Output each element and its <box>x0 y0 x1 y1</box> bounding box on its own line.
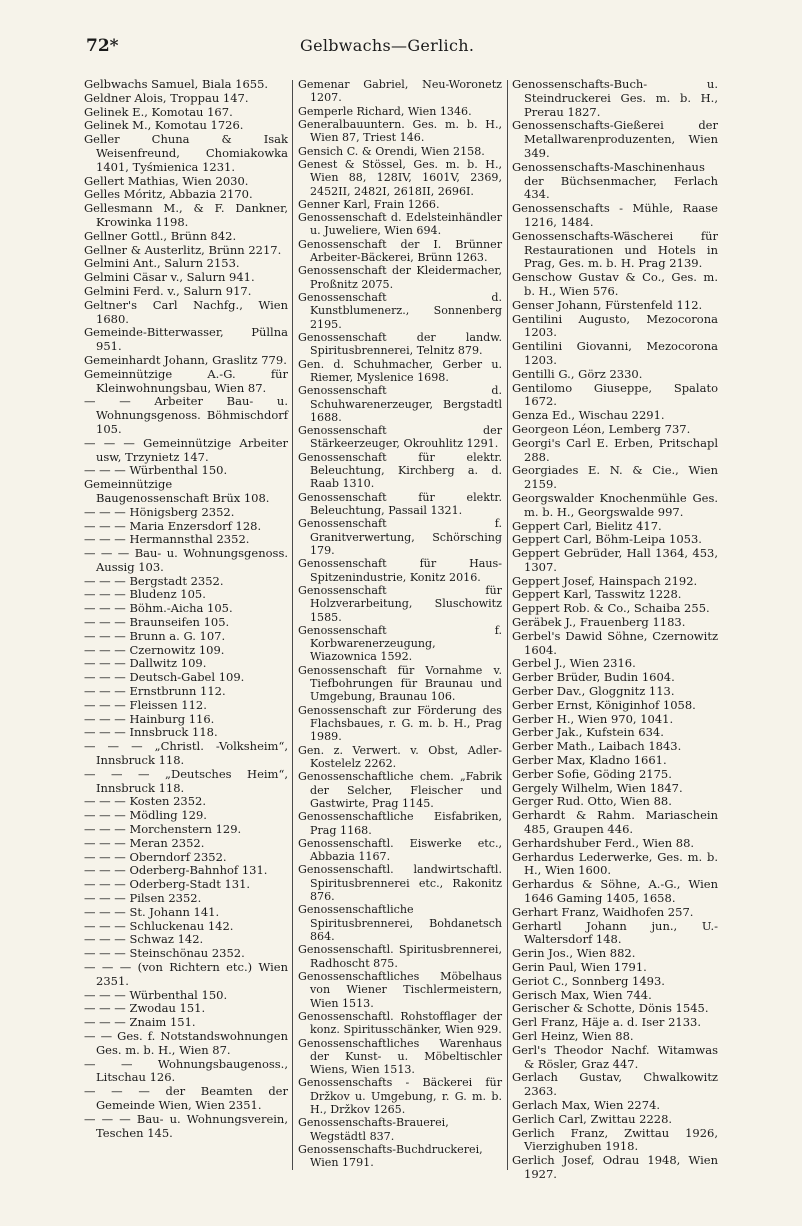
directory-entry: Genossenschafts-Buch- u. Steindruckerei Ges. m. b. H., Prerau 1827. <box>512 77 718 119</box>
directory-entry: — — — Deutsch-Gabel 109. <box>84 670 245 685</box>
directory-entry: — — — Schluckenau 142. <box>84 918 234 933</box>
directory-entry: Genest & Stössel, Ges. m. b. H., Wien 88, 128IV, 1601V, 2369, 2452II, 2482I, 2618II, 2696I. <box>298 157 502 198</box>
directory-entry: Genossenschaft d. Kunstblumenerz., Sonnenberg 2195. <box>298 291 502 331</box>
directory-entry: Gentilini Giovanni, Mezocorona 1203. <box>512 339 718 367</box>
directory-entry: Gemenar Gabriel, Neu-Woronetz 1207. <box>298 78 502 105</box>
directory-entry: — — — der Beamten der Gemeinde Wien, Wien 2351. <box>84 1084 288 1112</box>
directory-entry: — — — Hönigsberg 2352. <box>84 504 235 519</box>
directory-entry: Gellner & Austerlitz, Brünn 2217. <box>84 242 282 257</box>
directory-entry: Genser Johann, Fürstenfeld 112. <box>512 297 703 312</box>
directory-entry: Genossenschaft zur Förderung des Flachsbaues, r. G. m. b. H., Prag 1989. <box>298 703 502 744</box>
directory-entry: — — — Czernowitz 109. <box>84 642 225 657</box>
column-rule-right <box>507 80 508 1170</box>
directory-entry: Genossenschafts-Brauerei, Wegstädtl 837. <box>298 1116 449 1143</box>
directory-entry: Gerin Jos., Wien 882. <box>512 946 636 961</box>
directory-entry: Gerhardshuber Ferd., Wien 88. <box>512 835 695 850</box>
directory-entry: Georgeon Léon, Lemberg 737. <box>512 421 691 436</box>
directory-entry: Gen. d. Schuhmacher, Gerber u. Riemer, Myslenice 1698. <box>298 357 502 384</box>
directory-entry: Gemperle Richard, Wien 1346. <box>298 104 472 118</box>
directory-entry: Gerger Rud. Otto, Wien 88. <box>512 794 672 809</box>
page-number: 72* <box>86 36 119 56</box>
directory-entry: — — — Dallwitz 109. <box>84 656 207 671</box>
directory-entry: Geppert Karl, Tasswitz 1228. <box>512 587 682 602</box>
directory-entry: Gerl Franz, Häje a. d. Iser 2133. <box>512 1015 702 1030</box>
directory-entry: Gergely Wilhelm, Wien 1847. <box>512 780 683 795</box>
directory-entry: Genossenschaftl. Rohstofflager der konz. Spiritusschänker, Wien 929. <box>298 1009 502 1037</box>
directory-entry: Gemeinde-Bitterwasser, Püllna 951. <box>84 325 288 354</box>
directory-entry: Georgswalder Knochenmühle Ges. m. b. H., Georgswalde 997. <box>512 490 718 519</box>
directory-entry: — — — „Deutsches Heim“, Innsbruck 118. <box>84 766 288 795</box>
directory-entry: Gemeinhardt Johann, Graslitz 779. <box>84 352 287 367</box>
directory-entry: — — — Hainburg 116. <box>84 711 215 726</box>
column-rule-left <box>292 80 293 1170</box>
directory-entry: Geppert Josef, Hainspach 2192. <box>512 573 698 588</box>
directory-entry: Gerber Max, Kladno 1661. <box>512 753 667 768</box>
directory-entry: Genossenschafts - Mühle, Raase 1216, 1484. <box>512 201 718 229</box>
directory-entry: Genossenschaft für Vornahme v. Tiefbohrungen für Braunau und Umgebung, Braunau 106. <box>298 663 502 704</box>
directory-entry: Gerl Heinz, Wien 88. <box>512 1028 634 1043</box>
directory-column-3 <box>512 78 718 1182</box>
directory-entry: Gemeinnützige Baugenossenschaft Brüx 108. <box>84 477 270 505</box>
directory-entry: Genossenschafts - Bäckerei für Držkov u. Umgebung, r. G. m. b. H., Držkov 1265. <box>298 1076 502 1117</box>
directory-entry: Geppert Carl, Bielitz 417. <box>512 518 662 533</box>
directory-entry: Gerbel J., Wien 2316. <box>512 656 636 671</box>
directory-entry: Genossenschaftliche Spiritusbrennerei, Bohdanetsch 864. <box>298 903 502 943</box>
directory-entry: Genossenschaft der Kleidermacher, Proßnitz 2075. <box>298 264 502 291</box>
directory-entry: Geppert Rob. & Co., Schaiba 255. <box>512 601 710 616</box>
directory-entry: Genossenschaftl. landwirtschaftl. Spiritusbrennerei etc., Rakonitz 876. <box>298 863 502 904</box>
directory-entry: — — — St. Johann 141. <box>84 904 220 919</box>
directory-entry: Genossenschaftliches Warenhaus der Kunst- u. Möbeltischler Wiens, Wien 1513. <box>298 1036 502 1077</box>
directory-entry: Genossenschaft für elektr. Beleuchtung, Passail 1321. <box>298 490 502 517</box>
directory-entry: — — — Mödling 129. <box>84 808 207 823</box>
directory-entry: Genossenschaft für Holzverarbeitung, Sluschowitz 1585. <box>298 583 502 624</box>
directory-entry: Gerhardt & Rahm. Mariaschein 485, Graupen 446. <box>512 808 718 837</box>
directory-entry: — — — Würbenthal 150. <box>84 987 228 1002</box>
directory-entry: Genossenschaft f. Korbwarenerzeugung, Wiazownica 1592. <box>298 623 502 664</box>
directory-entry: Gensich C. & Orendi, Wien 2158. <box>298 144 485 158</box>
directory-entry: Gerlich Carl, Zwittau 2228. <box>512 1111 673 1126</box>
directory-entry: Gerischer & Schotte, Dönis 1545. <box>512 1001 709 1016</box>
directory-entry: Gellesmann M., & F. Dankner, Krowinka 1198. <box>84 201 288 229</box>
directory-entry: Genossenschaft f. Granitverwertung, Schörsching 179. <box>298 517 502 557</box>
directory-entry: — — Ges. f. Notstandswohnungen Ges. m. b. H., Wien 87. <box>84 1028 288 1057</box>
directory-entry: Generalbauuntern. Ges. m. b. H., Wien 87, Triest 146. <box>298 117 502 145</box>
directory-entry: Gerber Sofie, Göding 2175. <box>512 766 672 781</box>
directory-entry: Gerlich Franz, Zwittau 1926, Vierzighuben 1918. <box>512 1125 718 1154</box>
directory-entry: — — — Brunn a. G. 107. <box>84 628 226 643</box>
directory-entry: Gerber Jak., Kufstein 634. <box>512 725 664 740</box>
directory-entry: Gerber Ernst, Königinhof 1058. <box>512 697 696 712</box>
directory-entry: Genossenschaft d. Edelsteinhändler u. Juweliere, Wien 694. <box>298 211 502 238</box>
directory-entry: Genossenschaft für elektr. Beleuchtung, Kirchberg a. d. Raab 1310. <box>298 450 502 491</box>
directory-entry: Genossenschaft der I. Brünner Arbeiter-Bäckerei, Brünn 1263. <box>298 237 502 265</box>
directory-entry: Genossenschafts-Maschinenhaus der Büchsenmacher, Ferlach 434. <box>512 159 718 202</box>
directory-entry: Gerber Brüder, Budin 1604. <box>512 670 675 685</box>
directory-entry: — — — Ernstbrunn 112. <box>84 684 226 699</box>
directory-entry: Gerhardus & Söhne, A.-G., Wien 1646 Gaming 1405, 1658. <box>512 877 718 906</box>
directory-entry: Gerhartl Johann jun., U.-Waltersdorf 148. <box>512 918 718 947</box>
directory-entry: Genossenschaft für Haus-Spitzenindustrie, Konitz 2016. <box>298 557 502 584</box>
directory-entry: Gerber H., Wien 970, 1041. <box>512 711 674 726</box>
directory-entry: — — — Innsbruck 118. <box>84 725 218 740</box>
directory-entry: — — — Zwodau 151. <box>84 1001 206 1016</box>
directory-entry: Gelinek E., Komotau 167. <box>84 104 233 119</box>
directory-entry: Genossenschafts-Wäscherei für Restaurationen und Hotels in Prag, Ges. m. b. H. Prag 2139. <box>512 228 718 271</box>
directory-entry: Gelles Móritz, Abbazia 2170. <box>84 187 253 202</box>
directory-entry: Genschow Gustav & Co., Ges. m. b. H., Wien 576. <box>512 270 718 298</box>
directory-entry: Genossenschaftliche Eisfabriken, Prag 1168. <box>298 810 502 837</box>
directory-entry: Gerber Math., Laibach 1843. <box>512 739 682 754</box>
directory-entry: Gentilomo Giuseppe, Spalato 1672. <box>512 380 718 409</box>
directory-entry: Geräbek J., Frauenberg 1183. <box>512 615 686 630</box>
directory-entry: Geller Chuna & Isak Weisenfreund, Chomiakowka 1401, Tyśmienica 1231. <box>84 132 288 174</box>
directory-entry: — — — Gemeinnützige Arbeiter usw, Trzynietz 147. <box>84 435 288 464</box>
directory-entry: Gerhart Franz, Waidhofen 257. <box>512 904 694 919</box>
directory-entry: Georgi's Carl E. Erben, Pritschapl 288. <box>512 435 718 464</box>
directory-entry: — — — Maria Enzersdorf 128. <box>84 518 262 533</box>
directory-entry: Gerl's Theodor Nachf. Witamwas & Rösler, Graz 447. <box>512 1042 718 1071</box>
directory-column-2 <box>298 78 502 1170</box>
directory-entry: — — — Meran 2352. <box>84 835 205 850</box>
directory-entry: Gellner Gottl., Brünn 842. <box>84 228 237 243</box>
page-header-title: Gelbwachs—Gerlich. <box>300 36 475 55</box>
directory-entry: Geldner Alois, Troppau 147. <box>84 90 249 105</box>
directory-entry: Georgiades E. N. & Cie., Wien 2159. <box>512 463 718 492</box>
directory-entry: — — Arbeiter Bau- u. Wohnungsgenoss. Böhmischdorf 105. <box>84 394 288 436</box>
directory-entry: — — — Morchenstern 129. <box>84 822 242 837</box>
directory-entry: Gentilli G., Görz 2330. <box>512 366 643 381</box>
directory-entry: Genossenschaftliche chem. „Fabrik der Selcher, Fleischer und Gastwirte, Prag 1145. <box>298 770 502 810</box>
directory-entry: Genner Karl, Frain 1266. <box>298 197 440 211</box>
directory-entry: Gerlach Max, Wien 2274. <box>512 1097 661 1112</box>
directory-entry: Gen. z. Verwert. v. Obst, Adler-Kostelelz 2262. <box>298 743 502 770</box>
directory-entry: — — — Oderberg-Stadt 131. <box>84 877 251 892</box>
directory-entry: — — — Hermannsthal 2352. <box>84 532 250 547</box>
directory-entry: — — — „Christl. -Volksheim“, Innsbruck 118. <box>84 739 288 768</box>
directory-entry: — — — Würbenthal 150. <box>84 463 228 478</box>
directory-entry: — — — Oderberg-Bahnhof 131. <box>84 863 268 878</box>
directory-column-1 <box>84 78 288 1140</box>
directory-entry: Gerisch Max, Wien 744. <box>512 987 652 1002</box>
directory-entry: Gerhardus Lederwerke, Ges. m. b. H., Wien 1600. <box>512 849 718 878</box>
directory-entry: Genossenschafts-Gießerei der Metallwarenproduzenten, Wien 349. <box>512 118 718 160</box>
directory-entry: Gelinek M., Komotau 1726. <box>84 118 244 133</box>
directory-entry: Genossenschaftliches Möbelhaus von Wiener Tischlermeistern, Wien 1513. <box>298 969 502 1010</box>
directory-entry: Gerbel's Dawid Söhne, Czernowitz 1604. <box>512 628 718 657</box>
directory-entry: — — — Bau- u. Wohnungsverein, Teschen 145. <box>84 1111 288 1140</box>
directory-entry: Geltner's Carl Nachfg., Wien 1680. <box>84 297 288 326</box>
directory-entry: Gerlach Gustav, Chwalkowitz 2363. <box>512 1070 718 1099</box>
directory-entry: — — — Böhm.-Aicha 105. <box>84 601 233 616</box>
directory-entry: Genossenschaftl. Spiritusbrennerei, Radhoscht 875. <box>298 943 502 970</box>
directory-entry: Gerber Dav., Gloggnitz 113. <box>512 684 675 699</box>
directory-entry: — — — Znaim 151. <box>84 1015 196 1030</box>
directory-entry: — — — (von Richtern etc.) Wien 2351. <box>84 960 288 988</box>
directory-entry: Gerlich Josef, Odrau 1948, Wien 1927. <box>512 1153 718 1181</box>
directory-entry: Gerin Paul, Wien 1791. <box>512 960 647 974</box>
directory-entry: Genossenschaft der landw. Spiritusbrennerei, Telnitz 879. <box>298 330 502 358</box>
directory-entry: Geppert Carl, Böhm-Leipa 1053. <box>512 532 702 547</box>
directory-entry: Gemeinnützige A.-G. für Kleinwohnungsbau, Wien 87. <box>84 366 288 395</box>
directory-entry: Genza Ed., Wischau 2291. <box>512 408 665 423</box>
directory-entry: Gelmini Cäsar v., Salurn 941. <box>84 270 255 285</box>
directory-entry: — — — Steinschönau 2352. <box>84 946 245 961</box>
directory-entry: Gentilini Augusto, Mezocorona 1203. <box>512 311 718 340</box>
directory-entry: Genossenschafts-Buchdruckerei, Wien 1791. <box>298 1143 483 1170</box>
directory-entry: — — — Schwaz 142. <box>84 932 204 947</box>
directory-entry: Genossenschaftl. Eiswerke etc., Abbazia 1167. <box>298 836 502 864</box>
directory-entry: — — — Kosten 2352. <box>84 794 206 809</box>
directory-entry: — — — Braunseifen 105. <box>84 615 230 630</box>
directory-entry: — — — Bau- u. Wohnungsgenoss. Aussig 103. <box>84 546 288 574</box>
directory-entry: Gelmini Ferd. v., Salurn 917. <box>84 283 252 298</box>
directory-entry: — — — Pilsen 2352. <box>84 891 202 906</box>
directory-entry: Genossenschaft der Stärkeerzeuger, Okrouhlitz 1291. <box>298 424 502 451</box>
directory-entry: — — — Bludenz 105. <box>84 587 206 602</box>
directory-entry: Genossenschaft d. Schuhwarenerzeuger, Bergstadtl 1688. <box>298 384 502 424</box>
directory-entry: Geriot C., Sonnberg 1493. <box>512 973 665 988</box>
directory-entry: Gelbwachs Samuel, Biala 1655. <box>84 77 269 91</box>
directory-entry: Gellert Mathias, Wien 2030. <box>84 173 249 188</box>
directory-entry: Geppert Gebrüder, Hall 1364, 453, 1307. <box>512 546 718 574</box>
directory-entry: — — — Oberndorf 2352. <box>84 849 227 864</box>
directory-entry: — — Wohnungsbaugenoss., Litschau 126. <box>84 1056 288 1085</box>
directory-entry: Gelmini Ant., Salurn 2153. <box>84 256 240 271</box>
directory-entry: — — — Fleissen 112. <box>84 697 207 712</box>
directory-entry: — — — Bergstadt 2352. <box>84 573 224 588</box>
